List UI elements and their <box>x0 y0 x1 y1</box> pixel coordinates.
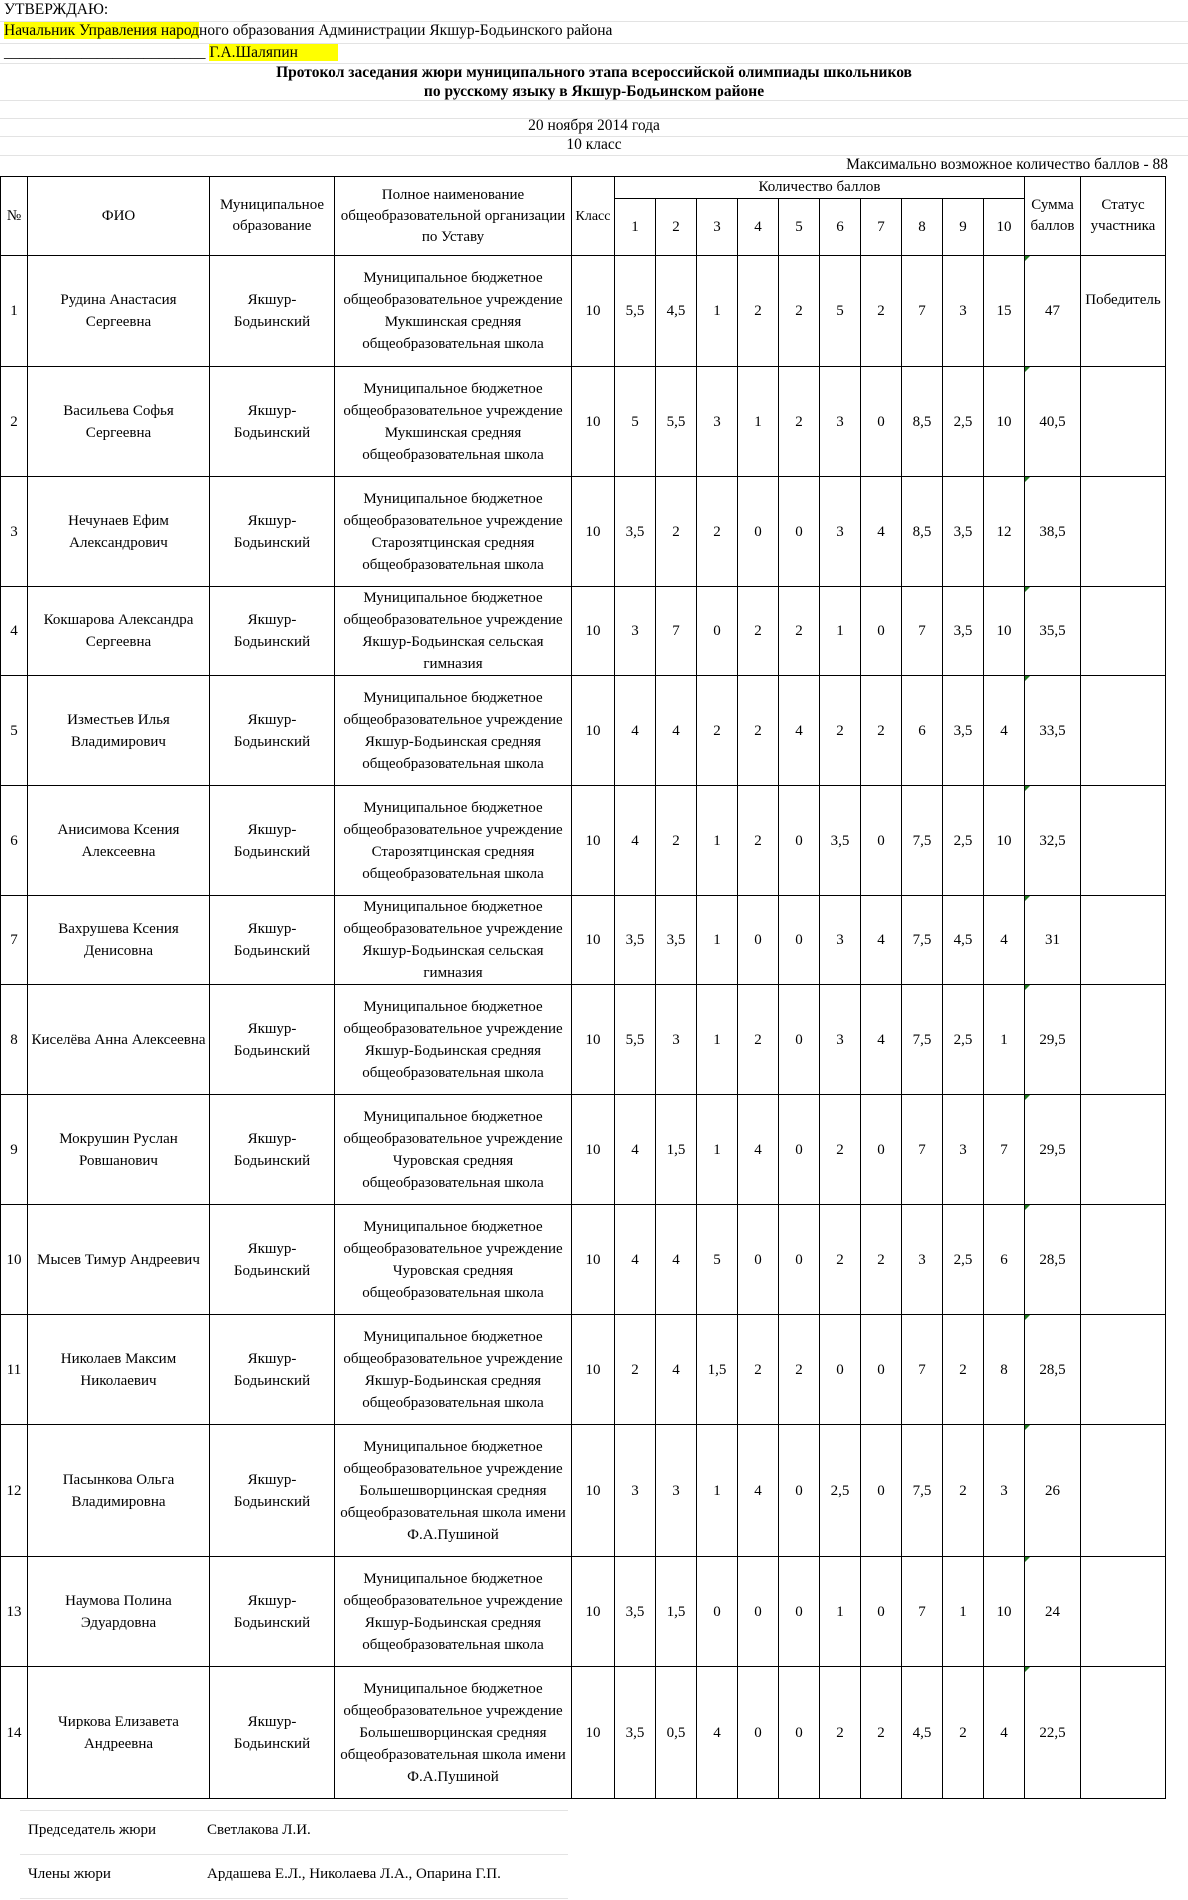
row-score-task-4: 2 <box>738 985 779 1095</box>
jury-chair-label: Председатель жюри <box>28 1822 157 1838</box>
row-score-task-8: 7 <box>902 1095 943 1205</box>
row-score-task-1: 2 <box>615 1315 656 1425</box>
row-num: 4 <box>1 587 28 676</box>
row-class: 10 <box>572 1557 615 1667</box>
header-class: Класс <box>572 177 615 256</box>
row-fio: Нечунаев Ефим Александрович <box>28 477 210 587</box>
row-score-task-6: 3 <box>820 367 861 477</box>
header-fio: ФИО <box>28 177 210 256</box>
row-school: Муниципальное бюджетное общеобразовательное учреждение Якшур-Бодьинская средняя общеобразовательная школа <box>335 1557 572 1667</box>
row-score-task-10: 3 <box>984 1425 1025 1557</box>
row-status <box>1081 1095 1166 1205</box>
row-score-task-4: 2 <box>738 1315 779 1425</box>
header-status: Статус участника <box>1081 177 1166 256</box>
row-fio: Изместьев Илья Владимирович <box>28 676 210 786</box>
row-sum: 47 <box>1025 256 1081 367</box>
row-score-task-10: 6 <box>984 1205 1025 1315</box>
row-score-task-1: 3,5 <box>615 1557 656 1667</box>
grade-label: 10 класс <box>566 136 622 153</box>
row-score-task-1: 4 <box>615 676 656 786</box>
row-status <box>1081 1205 1166 1315</box>
row-fio: Наумова Полина Эдуардовна <box>28 1557 210 1667</box>
row-score-task-10: 15 <box>984 256 1025 367</box>
row-status <box>1081 676 1166 786</box>
row-status <box>1081 477 1166 587</box>
row-score-task-8: 7,5 <box>902 896 943 985</box>
row-num: 7 <box>1 896 28 985</box>
row-score-task-7: 2 <box>861 1667 902 1799</box>
row-sum: 35,5 <box>1025 587 1081 676</box>
row-class: 10 <box>572 367 615 477</box>
table-row <box>1 1095 1166 1205</box>
row-status <box>1081 1425 1166 1557</box>
row-class: 10 <box>572 587 615 676</box>
row-score-task-5: 2 <box>779 367 820 477</box>
row-score-task-6: 2,5 <box>820 1425 861 1557</box>
row-score-task-9: 4,5 <box>943 896 984 985</box>
row-score-task-8: 7,5 <box>902 1425 943 1557</box>
header-task-1: 1 <box>615 199 656 256</box>
row-municipality: Якшур-Бодьинский <box>210 1667 335 1799</box>
row-school: Муниципальное бюджетное общеобразовательное учреждение Чуровская средняя общеобразовательная школа <box>335 1205 572 1315</box>
row-score-task-2: 2 <box>656 786 697 896</box>
row-status <box>1081 896 1166 985</box>
header-task-6: 6 <box>820 199 861 256</box>
row-score-task-4: 0 <box>738 1557 779 1667</box>
row-score-task-3: 1 <box>697 985 738 1095</box>
approver-position-rest: ного образования Администрации Якшур-Бодьинского района <box>199 22 613 39</box>
row-score-task-4: 2 <box>738 786 779 896</box>
row-score-task-9: 3 <box>943 1095 984 1205</box>
row-school: Муниципальное бюджетное общеобразовательное учреждение Большешворцинская средняя общеобразовательная школа имени Ф.А.Пушиной <box>335 1667 572 1799</box>
row-score-task-4: 1 <box>738 367 779 477</box>
row-score-task-6: 1 <box>820 1557 861 1667</box>
row-status <box>1081 367 1166 477</box>
row-municipality: Якшур-Бодьинский <box>210 896 335 985</box>
row-fio: Вахрушева Ксения Денисовна <box>28 896 210 985</box>
row-status <box>1081 1557 1166 1667</box>
row-num: 2 <box>1 367 28 477</box>
row-municipality: Якшур-Бодьинский <box>210 477 335 587</box>
row-score-task-9: 3,5 <box>943 587 984 676</box>
row-score-task-4: 4 <box>738 1095 779 1205</box>
row-status <box>1081 587 1166 676</box>
jury-chair-row <box>0 1810 1188 1854</box>
row-sum: 33,5 <box>1025 676 1081 786</box>
row-fio: Кокшарова Александра Сергеевна <box>28 587 210 676</box>
row-status <box>1081 985 1166 1095</box>
document-title <box>0 63 1188 101</box>
row-school: Муниципальное бюджетное общеобразовательное учреждение Мукшинская средняя общеобразовательная школа <box>335 367 572 477</box>
row-score-task-9: 2 <box>943 1315 984 1425</box>
signatory-name: Г.А.Шаляпин <box>209 44 338 61</box>
header-task-8: 8 <box>902 199 943 256</box>
row-sum: 28,5 <box>1025 1315 1081 1425</box>
row-score-task-2: 4 <box>656 676 697 786</box>
jury-members-label: Члены жюри <box>28 1866 111 1882</box>
row-score-task-8: 8,5 <box>902 367 943 477</box>
row-score-task-1: 4 <box>615 1205 656 1315</box>
row-score-task-5: 0 <box>779 985 820 1095</box>
row-score-task-6: 3 <box>820 985 861 1095</box>
header-task-5: 5 <box>779 199 820 256</box>
table-row <box>1 676 1166 786</box>
row-class: 10 <box>572 676 615 786</box>
row-score-task-8: 7 <box>902 587 943 676</box>
title-line-2: по русскому языку в Якшур-Бодьинском районе <box>423 83 765 100</box>
row-score-task-6: 5 <box>820 256 861 367</box>
row-score-task-5: 2 <box>779 587 820 676</box>
row-municipality: Якшур-Бодьинский <box>210 1205 335 1315</box>
row-score-task-9: 2 <box>943 1667 984 1799</box>
row-status <box>1081 1667 1166 1799</box>
row-class: 10 <box>572 786 615 896</box>
table-row <box>1 477 1166 587</box>
row-sum: 24 <box>1025 1557 1081 1667</box>
row-score-task-7: 4 <box>861 477 902 587</box>
row-score-task-3: 1 <box>697 1095 738 1205</box>
row-score-task-5: 2 <box>779 256 820 367</box>
row-school: Муниципальное бюджетное общеобразовательное учреждение Чуровская средняя общеобразовательная школа <box>335 1095 572 1205</box>
jury-members-row <box>0 1854 1188 1898</box>
row-sum: 22,5 <box>1025 1667 1081 1799</box>
row-num: 11 <box>1 1315 28 1425</box>
table-row <box>1 1667 1166 1799</box>
row-score-task-7: 0 <box>861 1315 902 1425</box>
jury-footer <box>0 1810 1188 1898</box>
row-sum: 40,5 <box>1025 367 1081 477</box>
row-sum: 29,5 <box>1025 985 1081 1095</box>
row-score-task-7: 0 <box>861 1557 902 1667</box>
row-score-task-10: 10 <box>984 786 1025 896</box>
row-fio: Николаев Максим Николаевич <box>28 1315 210 1425</box>
row-fio: Пасынкова Ольга Владимировна <box>28 1425 210 1557</box>
row-score-task-10: 10 <box>984 1557 1025 1667</box>
row-score-task-3: 1 <box>697 896 738 985</box>
row-sum: 28,5 <box>1025 1205 1081 1315</box>
row-score-task-2: 3,5 <box>656 896 697 985</box>
row-score-task-1: 3 <box>615 1425 656 1557</box>
row-score-task-1: 3,5 <box>615 896 656 985</box>
row-score-task-2: 1,5 <box>656 1557 697 1667</box>
row-fio: Васильева Софья Сергеевна <box>28 367 210 477</box>
row-score-task-2: 4 <box>656 1315 697 1425</box>
row-score-task-1: 4 <box>615 786 656 896</box>
row-score-task-10: 7 <box>984 1095 1025 1205</box>
row-num: 8 <box>1 985 28 1095</box>
jury-members-names: Ардашева Е.Л., Николаева Л.А., Опарина Г.П. <box>207 1866 501 1882</box>
title-line-1: Протокол заседания жюри муниципального этапа всероссийской олимпиады школьников <box>276 64 912 81</box>
row-municipality: Якшур-Бодьинский <box>210 587 335 676</box>
row-score-task-2: 4 <box>656 1205 697 1315</box>
row-num: 12 <box>1 1425 28 1557</box>
row-sum: 29,5 <box>1025 1095 1081 1205</box>
header-task-10: 10 <box>984 199 1025 256</box>
row-score-task-9: 2,5 <box>943 985 984 1095</box>
row-score-task-7: 0 <box>861 1425 902 1557</box>
row-score-task-3: 1,5 <box>697 1315 738 1425</box>
row-score-task-9: 2,5 <box>943 786 984 896</box>
row-num: 6 <box>1 786 28 896</box>
row-score-task-7: 4 <box>861 896 902 985</box>
row-sum: 32,5 <box>1025 786 1081 896</box>
row-score-task-9: 3,5 <box>943 477 984 587</box>
row-score-task-3: 5 <box>697 1205 738 1315</box>
row-score-task-7: 0 <box>861 786 902 896</box>
row-class: 10 <box>572 1667 615 1799</box>
row-school: Муниципальное бюджетное общеобразовательное учреждение Старозятцинская средняя общеобразовательная школа <box>335 786 572 896</box>
row-score-task-7: 2 <box>861 676 902 786</box>
table-row <box>1 896 1166 985</box>
row-num: 13 <box>1 1557 28 1667</box>
header-school: Полное наименование общеобразовательной организации по Уставу <box>335 177 572 256</box>
row-score-task-3: 2 <box>697 477 738 587</box>
row-score-task-8: 8,5 <box>902 477 943 587</box>
row-score-task-10: 10 <box>984 587 1025 676</box>
results-body <box>1 256 1166 1799</box>
row-score-task-3: 1 <box>697 256 738 367</box>
row-score-task-1: 5 <box>615 367 656 477</box>
row-score-task-9: 2,5 <box>943 367 984 477</box>
row-score-task-10: 8 <box>984 1315 1025 1425</box>
table-row <box>1 1425 1166 1557</box>
row-status: Победитель <box>1081 256 1166 367</box>
row-score-task-7: 0 <box>861 367 902 477</box>
jury-chair-name: Светлакова Л.И. <box>207 1822 311 1838</box>
row-score-task-6: 3,5 <box>820 786 861 896</box>
row-score-task-3: 0 <box>697 1557 738 1667</box>
row-score-task-10: 4 <box>984 896 1025 985</box>
row-score-task-8: 7 <box>902 1557 943 1667</box>
header-task-4: 4 <box>738 199 779 256</box>
row-score-task-9: 3 <box>943 256 984 367</box>
row-score-task-1: 4 <box>615 1095 656 1205</box>
table-row <box>1 985 1166 1095</box>
row-score-task-2: 4,5 <box>656 256 697 367</box>
row-score-task-5: 4 <box>779 676 820 786</box>
row-score-task-3: 3 <box>697 367 738 477</box>
row-score-task-4: 0 <box>738 896 779 985</box>
row-municipality: Якшур-Бодьинский <box>210 1315 335 1425</box>
row-score-task-5: 0 <box>779 896 820 985</box>
row-num: 1 <box>1 256 28 367</box>
approve-label: УТВЕРЖДАЮ: <box>4 1 109 18</box>
row-class: 10 <box>572 1315 615 1425</box>
row-fio: Мокрушин Руслан Ровшанович <box>28 1095 210 1205</box>
row-score-task-5: 0 <box>779 1205 820 1315</box>
row-num: 14 <box>1 1667 28 1799</box>
row-score-task-6: 1 <box>820 587 861 676</box>
table-row <box>1 1315 1166 1425</box>
header-task-3: 3 <box>697 199 738 256</box>
header-scores: Количество баллов <box>615 177 1025 199</box>
row-score-task-2: 0,5 <box>656 1667 697 1799</box>
row-score-task-8: 7,5 <box>902 985 943 1095</box>
row-score-task-4: 4 <box>738 1425 779 1557</box>
row-school: Муниципальное бюджетное общеобразовательное учреждение Якшур-Бодьинская сельская гимназия <box>335 587 572 676</box>
row-municipality: Якшур-Бодьинский <box>210 256 335 367</box>
row-class: 10 <box>572 896 615 985</box>
row-score-task-10: 10 <box>984 367 1025 477</box>
row-score-task-8: 3 <box>902 1205 943 1315</box>
row-score-task-10: 4 <box>984 676 1025 786</box>
row-school: Муниципальное бюджетное общеобразовательное учреждение Мукшинская средняя общеобразовательная школа <box>335 256 572 367</box>
approver-position-highlight: Начальник Управления народ <box>4 22 200 39</box>
row-score-task-5: 0 <box>779 477 820 587</box>
results-table <box>0 176 1166 1799</box>
header-num: № <box>1 177 28 256</box>
row-municipality: Якшур-Бодьинский <box>210 985 335 1095</box>
row-score-task-6: 2 <box>820 1667 861 1799</box>
row-score-task-6: 2 <box>820 676 861 786</box>
header-municipality: Муниципальное образование <box>210 177 335 256</box>
row-fio: Рудина Анастасия Сергеевна <box>28 256 210 367</box>
row-school: Муниципальное бюджетное общеобразовательное учреждение Якшур-Бодьинская средняя общеобразовательная школа <box>335 1315 572 1425</box>
row-school: Муниципальное бюджетное общеобразовательное учреждение Старозятцинская средняя общеобразовательная школа <box>335 477 572 587</box>
row-score-task-1: 3 <box>615 587 656 676</box>
protocol-date: 20 ноября 2014 года <box>528 117 660 134</box>
row-score-task-1: 3,5 <box>615 477 656 587</box>
row-score-task-4: 2 <box>738 256 779 367</box>
row-school: Муниципальное бюджетное общеобразовательное учреждение Якшур-Бодьинская сельская гимназия <box>335 896 572 985</box>
row-score-task-3: 4 <box>697 1667 738 1799</box>
row-score-task-6: 3 <box>820 896 861 985</box>
row-class: 10 <box>572 256 615 367</box>
signature-row <box>4 44 1188 62</box>
row-score-task-3: 0 <box>697 587 738 676</box>
table-row <box>1 1205 1166 1315</box>
row-score-task-9: 2 <box>943 1425 984 1557</box>
header-task-7: 7 <box>861 199 902 256</box>
row-score-task-5: 0 <box>779 1425 820 1557</box>
row-status <box>1081 1315 1166 1425</box>
row-score-task-2: 3 <box>656 985 697 1095</box>
row-score-task-2: 7 <box>656 587 697 676</box>
row-municipality: Якшур-Бодьинский <box>210 786 335 896</box>
row-score-task-2: 2 <box>656 477 697 587</box>
row-sum: 26 <box>1025 1425 1081 1557</box>
row-score-task-4: 2 <box>738 587 779 676</box>
row-school: Муниципальное бюджетное общеобразовательное учреждение Якшур-Бодьинская средняя общеобразовательная школа <box>335 985 572 1095</box>
row-score-task-5: 0 <box>779 1095 820 1205</box>
row-class: 10 <box>572 477 615 587</box>
row-score-task-7: 0 <box>861 1095 902 1205</box>
row-score-task-8: 7 <box>902 1315 943 1425</box>
row-score-task-6: 2 <box>820 1095 861 1205</box>
row-score-task-4: 2 <box>738 676 779 786</box>
row-score-task-7: 2 <box>861 1205 902 1315</box>
row-score-task-4: 0 <box>738 1667 779 1799</box>
row-class: 10 <box>572 1205 615 1315</box>
row-fio: Чиркова Елизавета Андреевна <box>28 1667 210 1799</box>
row-score-task-8: 4,5 <box>902 1667 943 1799</box>
row-status <box>1081 786 1166 896</box>
table-row <box>1 587 1166 676</box>
row-score-task-3: 1 <box>697 786 738 896</box>
header-task-2: 2 <box>656 199 697 256</box>
row-score-task-1: 5,5 <box>615 256 656 367</box>
row-num: 5 <box>1 676 28 786</box>
header-sum: Сумма баллов <box>1025 177 1081 256</box>
row-score-task-5: 0 <box>779 786 820 896</box>
approver-position <box>4 22 1188 40</box>
row-score-task-9: 3,5 <box>943 676 984 786</box>
row-score-task-8: 6 <box>902 676 943 786</box>
table-row <box>1 256 1166 367</box>
signature-line: __________________________ <box>4 44 206 61</box>
row-class: 10 <box>572 1095 615 1205</box>
row-score-task-3: 1 <box>697 1425 738 1557</box>
row-fio: Анисимова Ксения Алексеевна <box>28 786 210 896</box>
row-class: 10 <box>572 985 615 1095</box>
row-score-task-6: 0 <box>820 1315 861 1425</box>
row-num: 3 <box>1 477 28 587</box>
row-score-task-7: 4 <box>861 985 902 1095</box>
row-score-task-1: 3,5 <box>615 1667 656 1799</box>
row-municipality: Якшур-Бодьинский <box>210 1425 335 1557</box>
row-sum: 38,5 <box>1025 477 1081 587</box>
row-municipality: Якшур-Бодьинский <box>210 676 335 786</box>
row-score-task-8: 7,5 <box>902 786 943 896</box>
row-fio: Мысев Тимур Андреевич <box>28 1205 210 1315</box>
row-municipality: Якшур-Бодьинский <box>210 1095 335 1205</box>
table-row <box>1 1557 1166 1667</box>
row-score-task-4: 0 <box>738 1205 779 1315</box>
row-score-task-3: 2 <box>697 676 738 786</box>
row-score-task-6: 3 <box>820 477 861 587</box>
row-score-task-10: 12 <box>984 477 1025 587</box>
row-score-task-2: 1,5 <box>656 1095 697 1205</box>
row-school: Муниципальное бюджетное общеобразовательное учреждение Большешворцинская средняя общеобразовательная школа имени Ф.А.Пушиной <box>335 1425 572 1557</box>
row-municipality: Якшур-Бодьинский <box>210 367 335 477</box>
row-school: Муниципальное бюджетное общеобразовательное учреждение Якшур-Бодьинская средняя общеобразовательная школа <box>335 676 572 786</box>
row-score-task-2: 3 <box>656 1425 697 1557</box>
table-row <box>1 367 1166 477</box>
row-score-task-6: 2 <box>820 1205 861 1315</box>
row-score-task-5: 0 <box>779 1667 820 1799</box>
row-score-task-10: 4 <box>984 1667 1025 1799</box>
row-score-task-1: 5,5 <box>615 985 656 1095</box>
row-municipality: Якшур-Бодьинский <box>210 1557 335 1667</box>
row-num: 10 <box>1 1205 28 1315</box>
row-class: 10 <box>572 1425 615 1557</box>
row-score-task-9: 2,5 <box>943 1205 984 1315</box>
max-score: Максимально возможное количество баллов - 88 <box>846 156 1168 173</box>
row-fio: Киселёва Анна Алексеевна <box>28 985 210 1095</box>
row-score-task-10: 1 <box>984 985 1025 1095</box>
row-score-task-5: 0 <box>779 1557 820 1667</box>
row-score-task-9: 1 <box>943 1557 984 1667</box>
row-score-task-2: 5,5 <box>656 367 697 477</box>
row-score-task-8: 7 <box>902 256 943 367</box>
row-num: 9 <box>1 1095 28 1205</box>
table-row <box>1 786 1166 896</box>
row-score-task-4: 0 <box>738 477 779 587</box>
row-score-task-7: 0 <box>861 587 902 676</box>
row-sum: 31 <box>1025 896 1081 985</box>
row-score-task-7: 2 <box>861 256 902 367</box>
row-score-task-5: 2 <box>779 1315 820 1425</box>
header-task-9: 9 <box>943 199 984 256</box>
